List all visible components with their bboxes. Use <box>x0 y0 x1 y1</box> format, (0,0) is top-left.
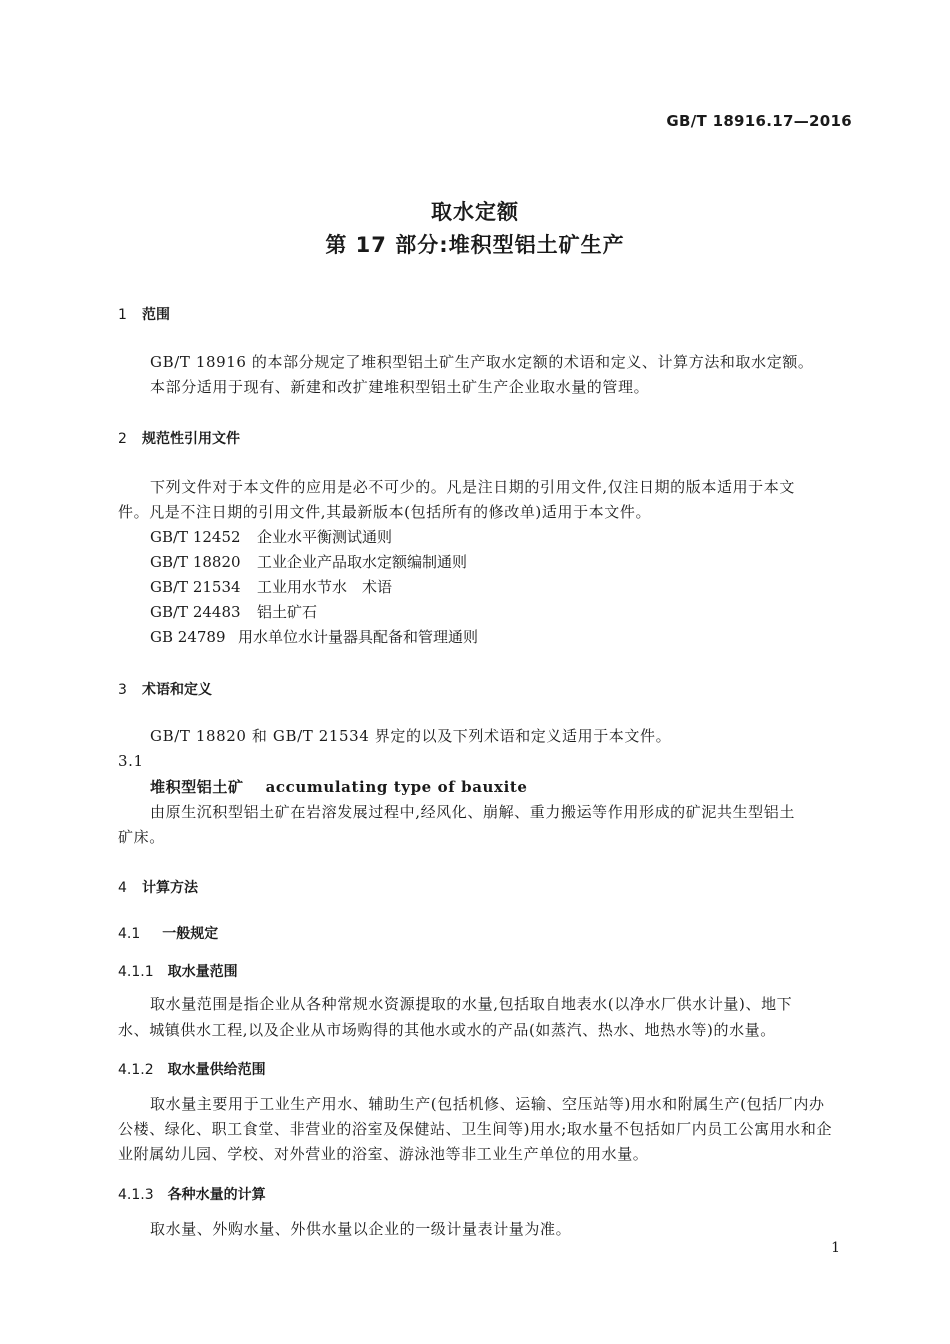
paragraph: GB/T 18820 和 GB/T 21534 界定的以及下列术语和定义适用于本文件。 <box>150 727 672 745</box>
subsection-number: 4.1.2 <box>118 1062 154 1078</box>
subsection-title: 一般规定 <box>162 926 219 942</box>
reference-code: GB/T 18820 <box>150 553 241 571</box>
term-english: accumulating type of bauxite <box>265 778 528 796</box>
subsection-4-1-heading <box>118 923 218 943</box>
subsection-number: 4.1.3 <box>118 1187 154 1203</box>
section-number: 1 <box>118 307 127 323</box>
section-title: 规范性引用文件 <box>142 431 240 447</box>
section-number: 2 <box>118 431 127 447</box>
section-3-heading <box>118 679 212 699</box>
reference-title: 工业用水节水 术语 <box>257 578 393 596</box>
paragraph-continuation: 业附属幼儿园、学校、对外营业的浴室、游泳池等非工业生产单位的用水量。 <box>118 1145 649 1163</box>
section-number: 3 <box>118 682 127 698</box>
subsection-title: 取水量供给范围 <box>167 1062 266 1078</box>
standard-code: GB/T 18916.17—2016 <box>666 112 852 130</box>
subsection-4-1-2-heading <box>118 1059 266 1079</box>
reference-code: GB/T 12452 <box>150 528 241 546</box>
title-line-1: 取水定额 <box>431 200 519 224</box>
reference-code: GB/T 21534 <box>150 578 241 596</box>
reference-item <box>150 526 392 547</box>
paragraph: 本部分适用于现有、新建和改扩建堆积型铝土矿生产企业取水量的管理。 <box>150 378 650 396</box>
reference-title: 企业水平衡测试通则 <box>257 528 393 546</box>
paragraph: 取水量主要用于工业生产用水、辅助生产(包括机修、运输、空压站等)用水和附属生产(包括厂内办 <box>150 1095 825 1113</box>
reference-item <box>150 626 478 647</box>
term-number: 3.1 <box>118 752 144 770</box>
subsection-4-1-3-heading <box>118 1184 266 1204</box>
section-number: 4 <box>118 880 127 896</box>
subsection-title: 取水量范围 <box>167 964 238 980</box>
term-definition: 由原生沉积型铝土矿在岩溶发展过程中,经风化、崩解、重力搬运等作用形成的矿泥共生型铝土 <box>150 803 795 821</box>
paragraph: 下列文件对于本文件的应用是必不可少的。凡是注日期的引用文件,仅注日期的版本适用于本文 <box>150 478 795 496</box>
paragraph-continuation: 件。凡是不注日期的引用文件,其最新版本(包括所有的修改单)适用于本文件。 <box>118 503 652 521</box>
reference-item <box>150 601 317 622</box>
reference-title: 工业企业产品取水定额编制通则 <box>257 553 468 571</box>
paragraph-continuation: 水、城镇供水工程,以及企业从市场购得的其他水或水的产品(如蒸汽、热水、地热水等)的水量。 <box>118 1021 776 1039</box>
paragraph: GB/T 18916 的本部分规定了堆积型铝土矿生产取水定额的术语和定义、计算方法和取水定额。 <box>150 353 814 371</box>
subsection-4-1-1-heading <box>118 961 238 981</box>
paragraph-continuation: 公楼、绿化、职工食堂、非营业的浴室及保健站、卫生间等)用水;取水量不包括如厂内员工公寓用水和企 <box>118 1120 833 1138</box>
reference-item <box>150 551 467 572</box>
reference-item <box>150 576 392 597</box>
section-4-heading <box>118 877 198 897</box>
reference-title: 用水单位水计量器具配备和管理通则 <box>238 628 479 646</box>
page-number: 1 <box>831 1240 840 1256</box>
term-chinese: 堆积型铝土矿 <box>150 778 244 796</box>
section-2-heading <box>118 428 240 448</box>
section-title: 计算方法 <box>142 880 198 896</box>
title-line-2: 第 17 部分:堆积型铝土矿生产 <box>325 233 625 257</box>
reference-code: GB/T 24483 <box>150 603 241 621</box>
paragraph: 取水量、外购水量、外供水量以企业的一级计量表计量为准。 <box>150 1220 572 1238</box>
term-entry <box>150 776 528 797</box>
section-1-heading <box>118 304 170 324</box>
reference-code: GB 24789 <box>150 628 226 646</box>
subsection-number: 4.1.1 <box>118 964 154 980</box>
section-title: 范围 <box>142 307 170 323</box>
subsection-number: 4.1 <box>118 926 141 942</box>
section-title: 术语和定义 <box>142 682 212 698</box>
subsection-title: 各种水量的计算 <box>167 1187 266 1203</box>
term-definition-continuation: 矿床。 <box>118 828 165 846</box>
reference-title: 铝土矿石 <box>257 603 318 621</box>
paragraph: 取水量范围是指企业从各种常规水资源提取的水量,包括取自地表水(以净水厂供水计量)、地下 <box>150 995 793 1013</box>
